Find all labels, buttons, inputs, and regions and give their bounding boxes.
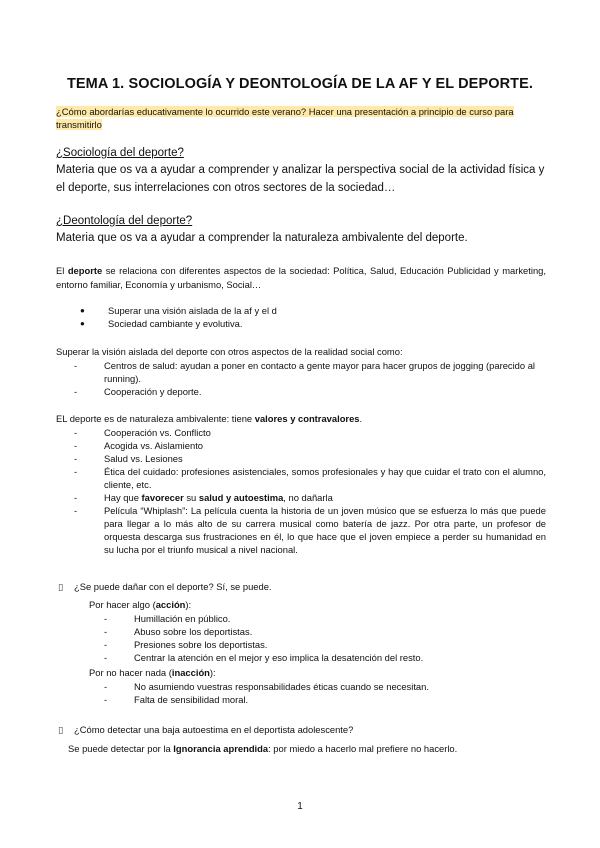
list-item: - Cooperación y deporte. [74, 386, 202, 397]
autoestima-question: ▯ ¿Cómo detectar una baja autoestima en el deportista adolescente? [58, 724, 354, 735]
list-item: - Cooperación vs. Conflicto [74, 427, 211, 438]
list-item: - Hay que favorecer su salud y autoestima, no dañarla [74, 492, 333, 503]
danar-question: ▯ ¿Se puede dañar con el deporte? Sí, se puede. [58, 581, 272, 592]
superar-list [70, 359, 546, 398]
list-item: - Presiones sobre los deportistas. [104, 639, 268, 650]
deontologia-heading: ¿Deontología del deporte? [56, 215, 193, 227]
page-title: TEMA 1. SOCIOLOGÍA Y DEONTOLOGÍA DE LA AF Y EL DEPORTE. [66, 76, 534, 92]
list-item: - Ética del cuidado: profesiones asistenciales, somos profesionales y hay que cuidar el trato con el alumno, cliente, etc. [74, 466, 546, 490]
list-item: - Falta de sensibilidad moral. [104, 694, 249, 705]
superar-lead: Superar la visión aislada del deporte con otros aspectos de la realidad social como: [56, 346, 403, 357]
list-item: - Abuso sobre los deportistas. [104, 626, 253, 637]
dash-icon: - [74, 453, 78, 464]
dash-icon: - [74, 505, 78, 516]
accion-list [100, 612, 540, 664]
sociologia-section [56, 146, 546, 197]
page-number: 1 [297, 801, 303, 812]
dash-icon: - [104, 626, 108, 637]
dash-icon: - [74, 466, 78, 477]
dash-icon: - [104, 694, 108, 705]
dash-icon: - [74, 440, 78, 451]
bullet-list [74, 304, 534, 330]
list-item: - No asumiendo vuestras responsabilidades éticas cuando se necesitan. [104, 681, 429, 692]
inaccion-list [100, 680, 540, 706]
list-item: ● Sociedad cambiante y evolutiva. [80, 318, 243, 329]
sociologia-heading: ¿Sociología del deporte? [56, 147, 184, 159]
sociologia-text: Materia que os va a ayudar a comprender y analizar la perspectiva social de la actividad física y el deporte, sus interrelaciones con otros sectores de la sociedad… [56, 164, 545, 194]
intro-paragraph: El deporte se relaciona con diferentes aspectos de la sociedad: Política, Salud, Educación Publicidad y marketing, entorno familiar, Economía y urbanismo, Social… [56, 265, 546, 290]
deontologia-section [56, 214, 546, 248]
list-item: ● Superar una visión aislada de la af y el d [80, 305, 277, 316]
inaccion-label: Por no hacer nada (inacción): [89, 667, 216, 678]
dash-icon: - [104, 639, 108, 650]
question-marker-icon: ▯ [58, 581, 64, 592]
list-item: - Humillación en público. [104, 613, 231, 624]
list-item: - Película “Whiplash”: La película cuenta la historia de un joven músico que se esfuerza lo más que puede para llegar a lo más alto de su carrera musical como batería de jazz. Por otra parte, un profesor de orquesta descarga sus frustraciones en él, lo que hace que el joven empiece a perder su humanidad en su lucha por el triunfo musical a nivel nacional. [74, 505, 546, 555]
list-item: - Centrar la atención en el mejor y eso implica la desatención del resto. [104, 652, 424, 663]
ambivalente-list [70, 426, 546, 556]
autoestima-answer: Se puede detectar por la Ignorancia aprendida: por miedo a hacerlo mal prefiere no hacerlo. [68, 743, 458, 754]
dash-icon: - [104, 652, 108, 663]
dash-icon: - [74, 492, 78, 503]
question-marker-icon: ▯ [58, 724, 64, 735]
dash-icon: - [74, 360, 78, 371]
bullet-icon: ● [80, 306, 85, 315]
deontologia-text: Materia que os va a ayudar a comprender la naturaleza ambivalente del deporte. [56, 232, 468, 244]
dash-icon: - [74, 386, 78, 397]
ambivalente-lead: EL deporte es de naturaleza ambivalente: tiene valores y contravalores. [56, 413, 363, 424]
dash-icon: - [104, 681, 108, 692]
list-item: - Acogida vs. Aislamiento [74, 440, 204, 451]
dash-icon: - [104, 613, 108, 624]
bullet-icon: ● [80, 319, 85, 328]
highlighted-question: ¿Cómo abordarías educativamente lo ocurrido este verano? Hacer una presentación a principio de curso para transmitirlo [56, 106, 514, 130]
accion-label: Por hacer algo (acción): [89, 599, 192, 610]
dash-icon: - [74, 427, 78, 438]
list-item: - Centros de salud: ayudan a poner en contacto a gente mayor para hacer grupos de jogging (parecido al running). [74, 360, 536, 384]
list-item: - Salud vs. Lesiones [74, 453, 183, 464]
